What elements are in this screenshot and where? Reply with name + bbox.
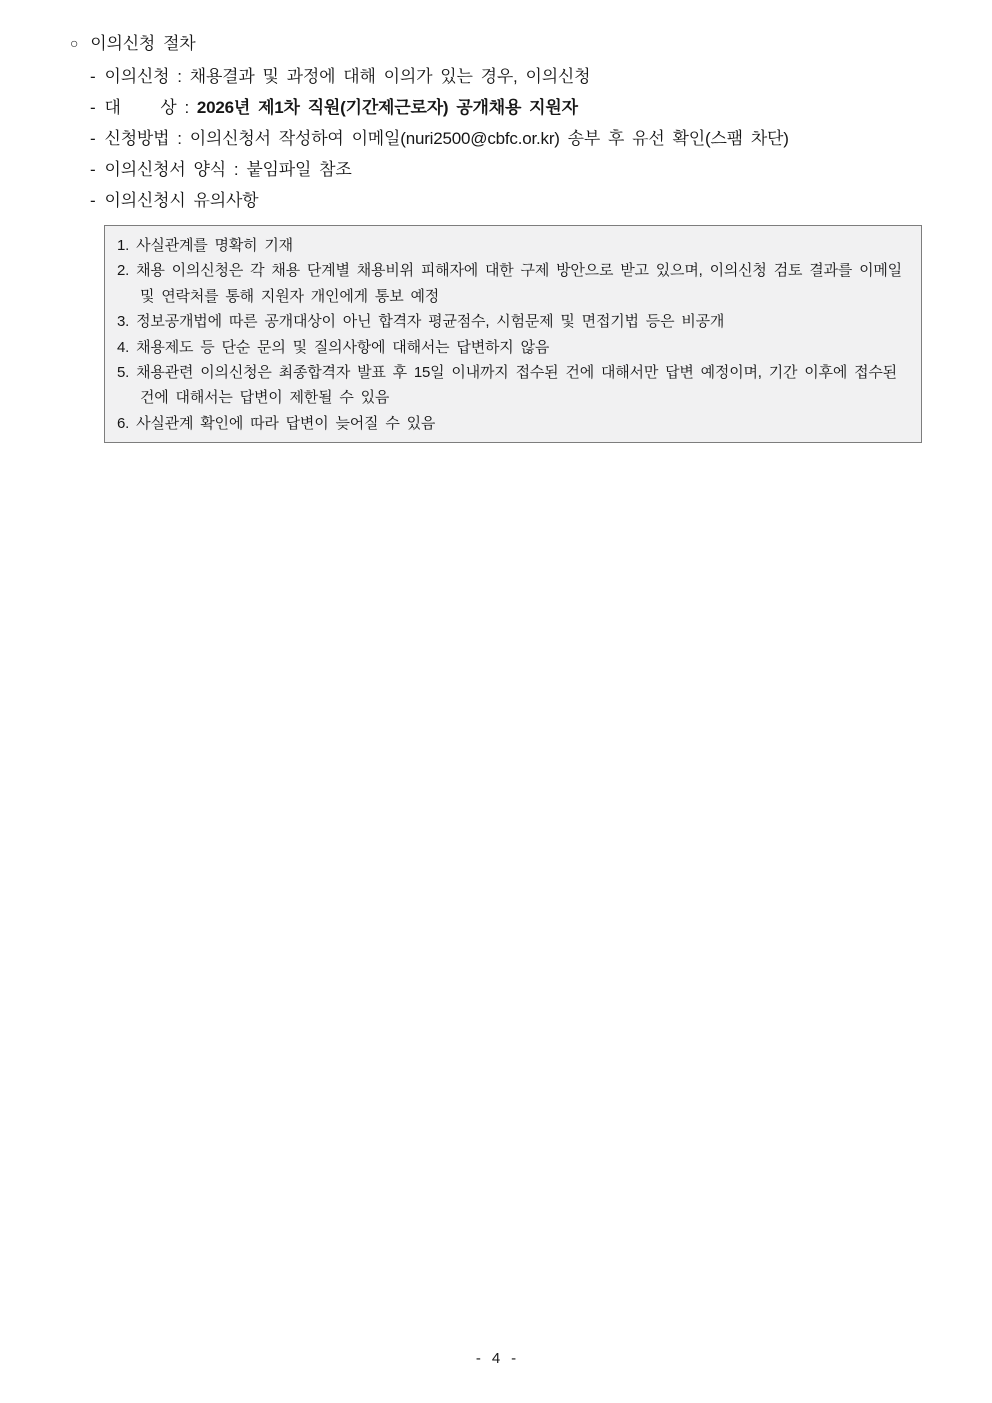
list-item-bold-text: 2026년 제1차 직원(기간제근로자) 공개채용 지원자 <box>196 98 578 117</box>
notice-item-text: 채용관련 이의신청은 최종합격자 발표 후 15일 이내까지 접수된 건에 대해서만 답변 예정이며, 기간 이후에 접수된 건에 대해서는 답변이 제한될 수 있음 <box>136 364 904 407</box>
list-item-text: 이의신청서 양식 : 붙임파일 참조 <box>104 160 352 179</box>
dash-bullet: - <box>90 67 96 86</box>
dash-bullet: - <box>90 129 96 148</box>
notice-item-text: 정보공개법에 따른 공개대상이 아닌 합격자 평균점수, 시험문제 및 면접기법 등은 비공개 <box>136 313 725 331</box>
list-item-target <box>90 92 930 123</box>
notice-item <box>117 335 909 360</box>
list-item-method <box>90 123 930 154</box>
notice-item-text: 사실관계 확인에 따라 답변이 늦어질 수 있음 <box>136 414 436 432</box>
list-item-text: 신청방법 : 이의신청서 작성하여 이메일(nuri2500@cbfc.or.kr) 송부 후 유선 확인(스팸 차단) <box>104 129 789 148</box>
circle-bullet-icon: ○ <box>70 35 79 51</box>
notice-item <box>117 411 909 436</box>
list-item-appeal <box>90 61 930 92</box>
notice-item-text: 사실관계를 명확히 기재 <box>136 237 293 254</box>
notice-item <box>117 233 909 258</box>
notice-item-number: 3. <box>117 313 130 331</box>
list-item-cautions <box>90 185 930 216</box>
section-item-list <box>70 61 930 216</box>
notice-item-number: 6. <box>117 414 130 432</box>
list-item-text: 이의신청시 유의사항 <box>104 191 259 210</box>
dash-bullet: - <box>90 160 96 179</box>
page-number: - 4 - <box>475 1350 517 1367</box>
notice-item-text: 채용제도 등 단순 문의 및 질의사항에 대해서는 답변하지 않음 <box>136 338 550 356</box>
section-heading <box>70 30 930 58</box>
notice-item <box>117 360 909 411</box>
notice-item-number: 1. <box>117 237 130 254</box>
notice-item <box>117 309 909 334</box>
section-title: 이의신청 절차 <box>90 34 196 53</box>
page-content <box>70 30 930 443</box>
list-item-text: 이의신청 : 채용결과 및 과정에 대해 이의가 있는 경우, 이의신청 <box>104 67 591 86</box>
notice-item-number: 5. <box>117 364 130 382</box>
dash-bullet: - <box>90 191 96 210</box>
list-item-form <box>90 154 930 185</box>
notice-item-number: 4. <box>117 338 130 356</box>
notice-box <box>104 225 922 443</box>
dash-bullet: - <box>90 98 96 117</box>
list-item-text: 대 상 : <box>104 98 197 117</box>
notice-item-text: 채용 이의신청은 각 채용 단계별 채용비위 피해자에 대한 구제 방안으로 받고 있으며, 이의신청 검토 결과를 이메일 및 연락처를 통해 지원자 개인에게 통보 예정 <box>136 262 909 305</box>
notice-item-number: 2. <box>117 262 130 280</box>
notice-item <box>117 258 909 309</box>
